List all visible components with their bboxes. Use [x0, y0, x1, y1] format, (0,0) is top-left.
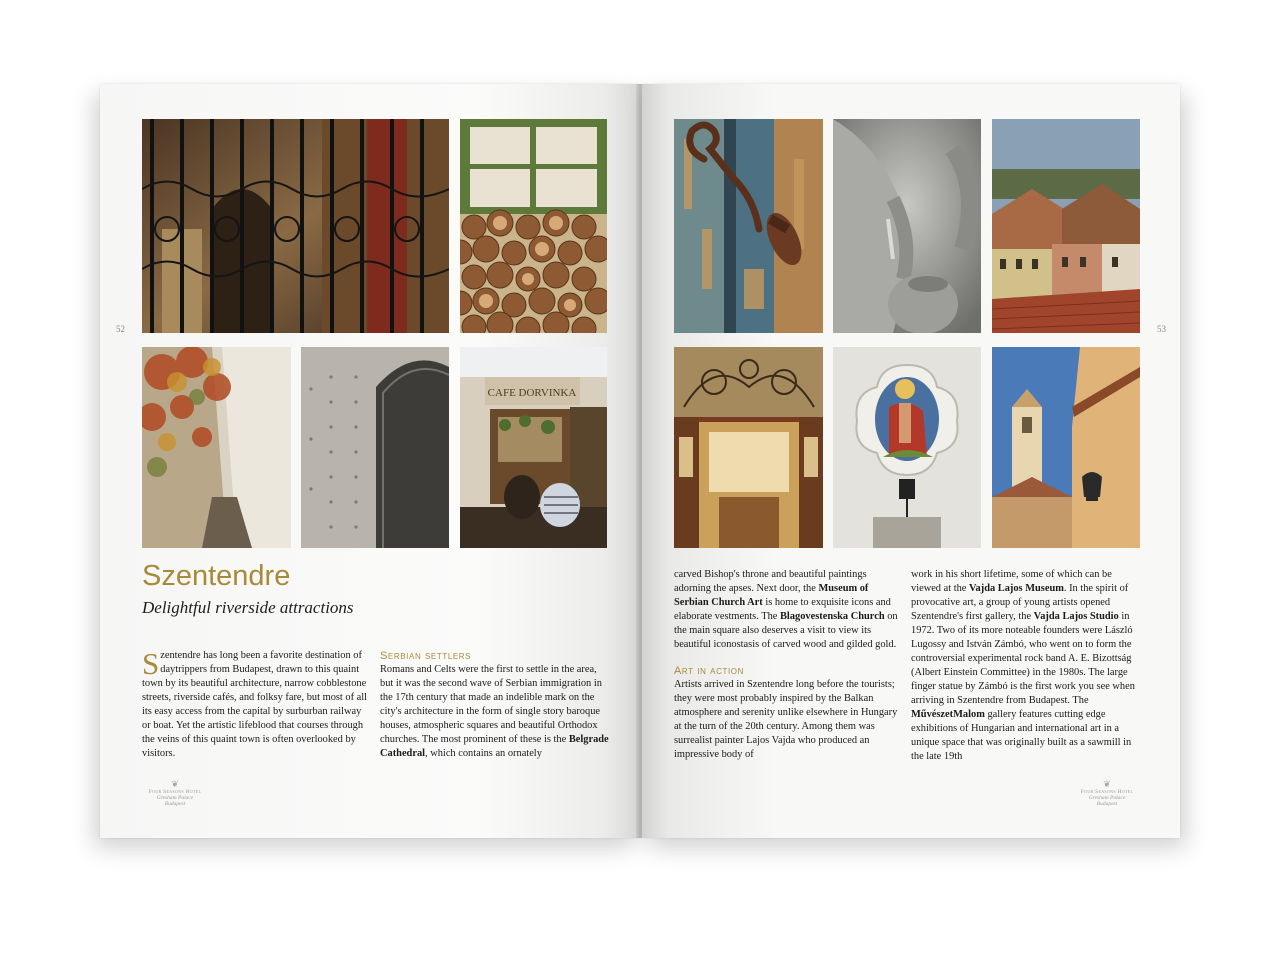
right-page: [642, 84, 1180, 838]
muveszetmalom-bold: MűvészetMalom: [911, 709, 985, 720]
right-column-1: [674, 568, 902, 762]
statue-hand-photo: [833, 119, 981, 333]
right-column-2: [911, 568, 1143, 764]
church-tower-photo: [992, 347, 1140, 548]
vajda-lajos-museum-bold: Vajda Lajos Museum: [969, 583, 1064, 594]
cafe-dorvinka-photo: [460, 347, 607, 548]
studded-door-photo: [301, 347, 449, 548]
cafe-sign-text: CAFE DORVINKA: [487, 387, 577, 399]
hotel-logo-left: ❦ Four Seasons Hotel Gresham Palace Budapest: [140, 779, 210, 807]
article-subtitle: Delightful riverside attractions: [142, 598, 354, 617]
article-title: Szentendre: [142, 560, 291, 592]
intro-paragraph: Szentendre has long been a favorite destination of daytrippers from Budapest, drawn to this quaint town by its beautiful architecture, narrow cobblestone streets, riverside cafés, and folksy fare, but most of all its easy access from the capital by surburban railway or boat. Yet the artistic lifeblood that courses through the veins of this quaint town is often overlooked by visitors.: [142, 646, 368, 759]
page-number-left: 52: [116, 324, 125, 334]
ivy-alley-photo: [142, 347, 291, 548]
section-heading-art-in-action: Art in action: [674, 665, 744, 677]
hotel-logo-right: ❦ Four Seasons Hotel Gresham Palace Budapest: [1072, 779, 1142, 807]
firewood-window-photo: [460, 119, 607, 333]
serbian-settlers-column: [380, 649, 610, 761]
crest-icon: ❦: [171, 779, 179, 789]
vajda-lajos-studio-bold: Vajda Lajos Studio: [1033, 611, 1119, 622]
crest-icon: ❦: [1103, 779, 1111, 789]
vajda-paragraph: work in his short lifetime, some of which can be viewed at the Vajda Lajos Museum. In the spirit of provocative art, a group of young artists opened Szentendre's first gallery, the Vajda Lajos Studio in 1972. Two of its more noteable founders were László Lugossy and István Zámbó, who went on to form the controversial experimental rock band A. E. Bizottság (Albert Einstein Committee) in the 1980s. The large finger statue by Zámbó is the first work you see when arriving in Szentendre from Budapest. The MűvészetMalom gallery features cutting edge exhibitions of Hungarian and international art in a unique space that was originally built as a sawmill in the late 19th: [911, 569, 1135, 762]
serbian-settlers-paragraph: Romans and Celts were the first to settle in the area, but it was the second wave of Serbian immigration in the 17th century that made an indelible mark on the city's architecture in the form of single story baroque houses, atmospheric squares and beautiful Orthodox churches. The most prominent of these is the Belgrade Cathedral, which contains an ornately: [380, 664, 609, 759]
page-number-right: 53: [1157, 324, 1166, 334]
rusty-door-handle-photo: [674, 119, 823, 333]
wrought-iron-gate-photo: [142, 119, 449, 333]
church-art-paragraph: carved Bishop's throne and beautiful paintings adorning the apses. Next door, the Museum of Serbian Church Art is home to exquisite icons and elaborate vestments. The Blagovestenska Church on the main square also deserves a visit to view its beautiful iconostasis of carved wood and gilded gold.: [674, 569, 898, 650]
museum-serbian-church-art-bold: Museum of Serbian Church Art: [674, 583, 869, 608]
saint-icon-wall-photo: [833, 347, 981, 548]
art-in-action-paragraph: Artists arrived in Szentendre long before the tourists; they were most probably inspired by the Balkan atmosphere and serenity unlike elsewhere in Hungary at the turn of the 20th century. Among them was surrealist painter Lajos Vajda who produced an impressive body of: [674, 679, 898, 760]
belgrade-cathedral-bold: Belgrade Cathedral: [380, 734, 609, 759]
left-page: [100, 84, 640, 838]
section-heading-serbian-settlers: Serbian settlers: [380, 650, 472, 662]
intro-column: [142, 646, 372, 761]
rooftops-photo: [992, 119, 1140, 333]
ornate-shopfront-photo: [674, 347, 823, 548]
drop-cap: S: [142, 646, 160, 681]
blagovestenska-church-bold: Blagovestenska Church: [780, 611, 885, 622]
